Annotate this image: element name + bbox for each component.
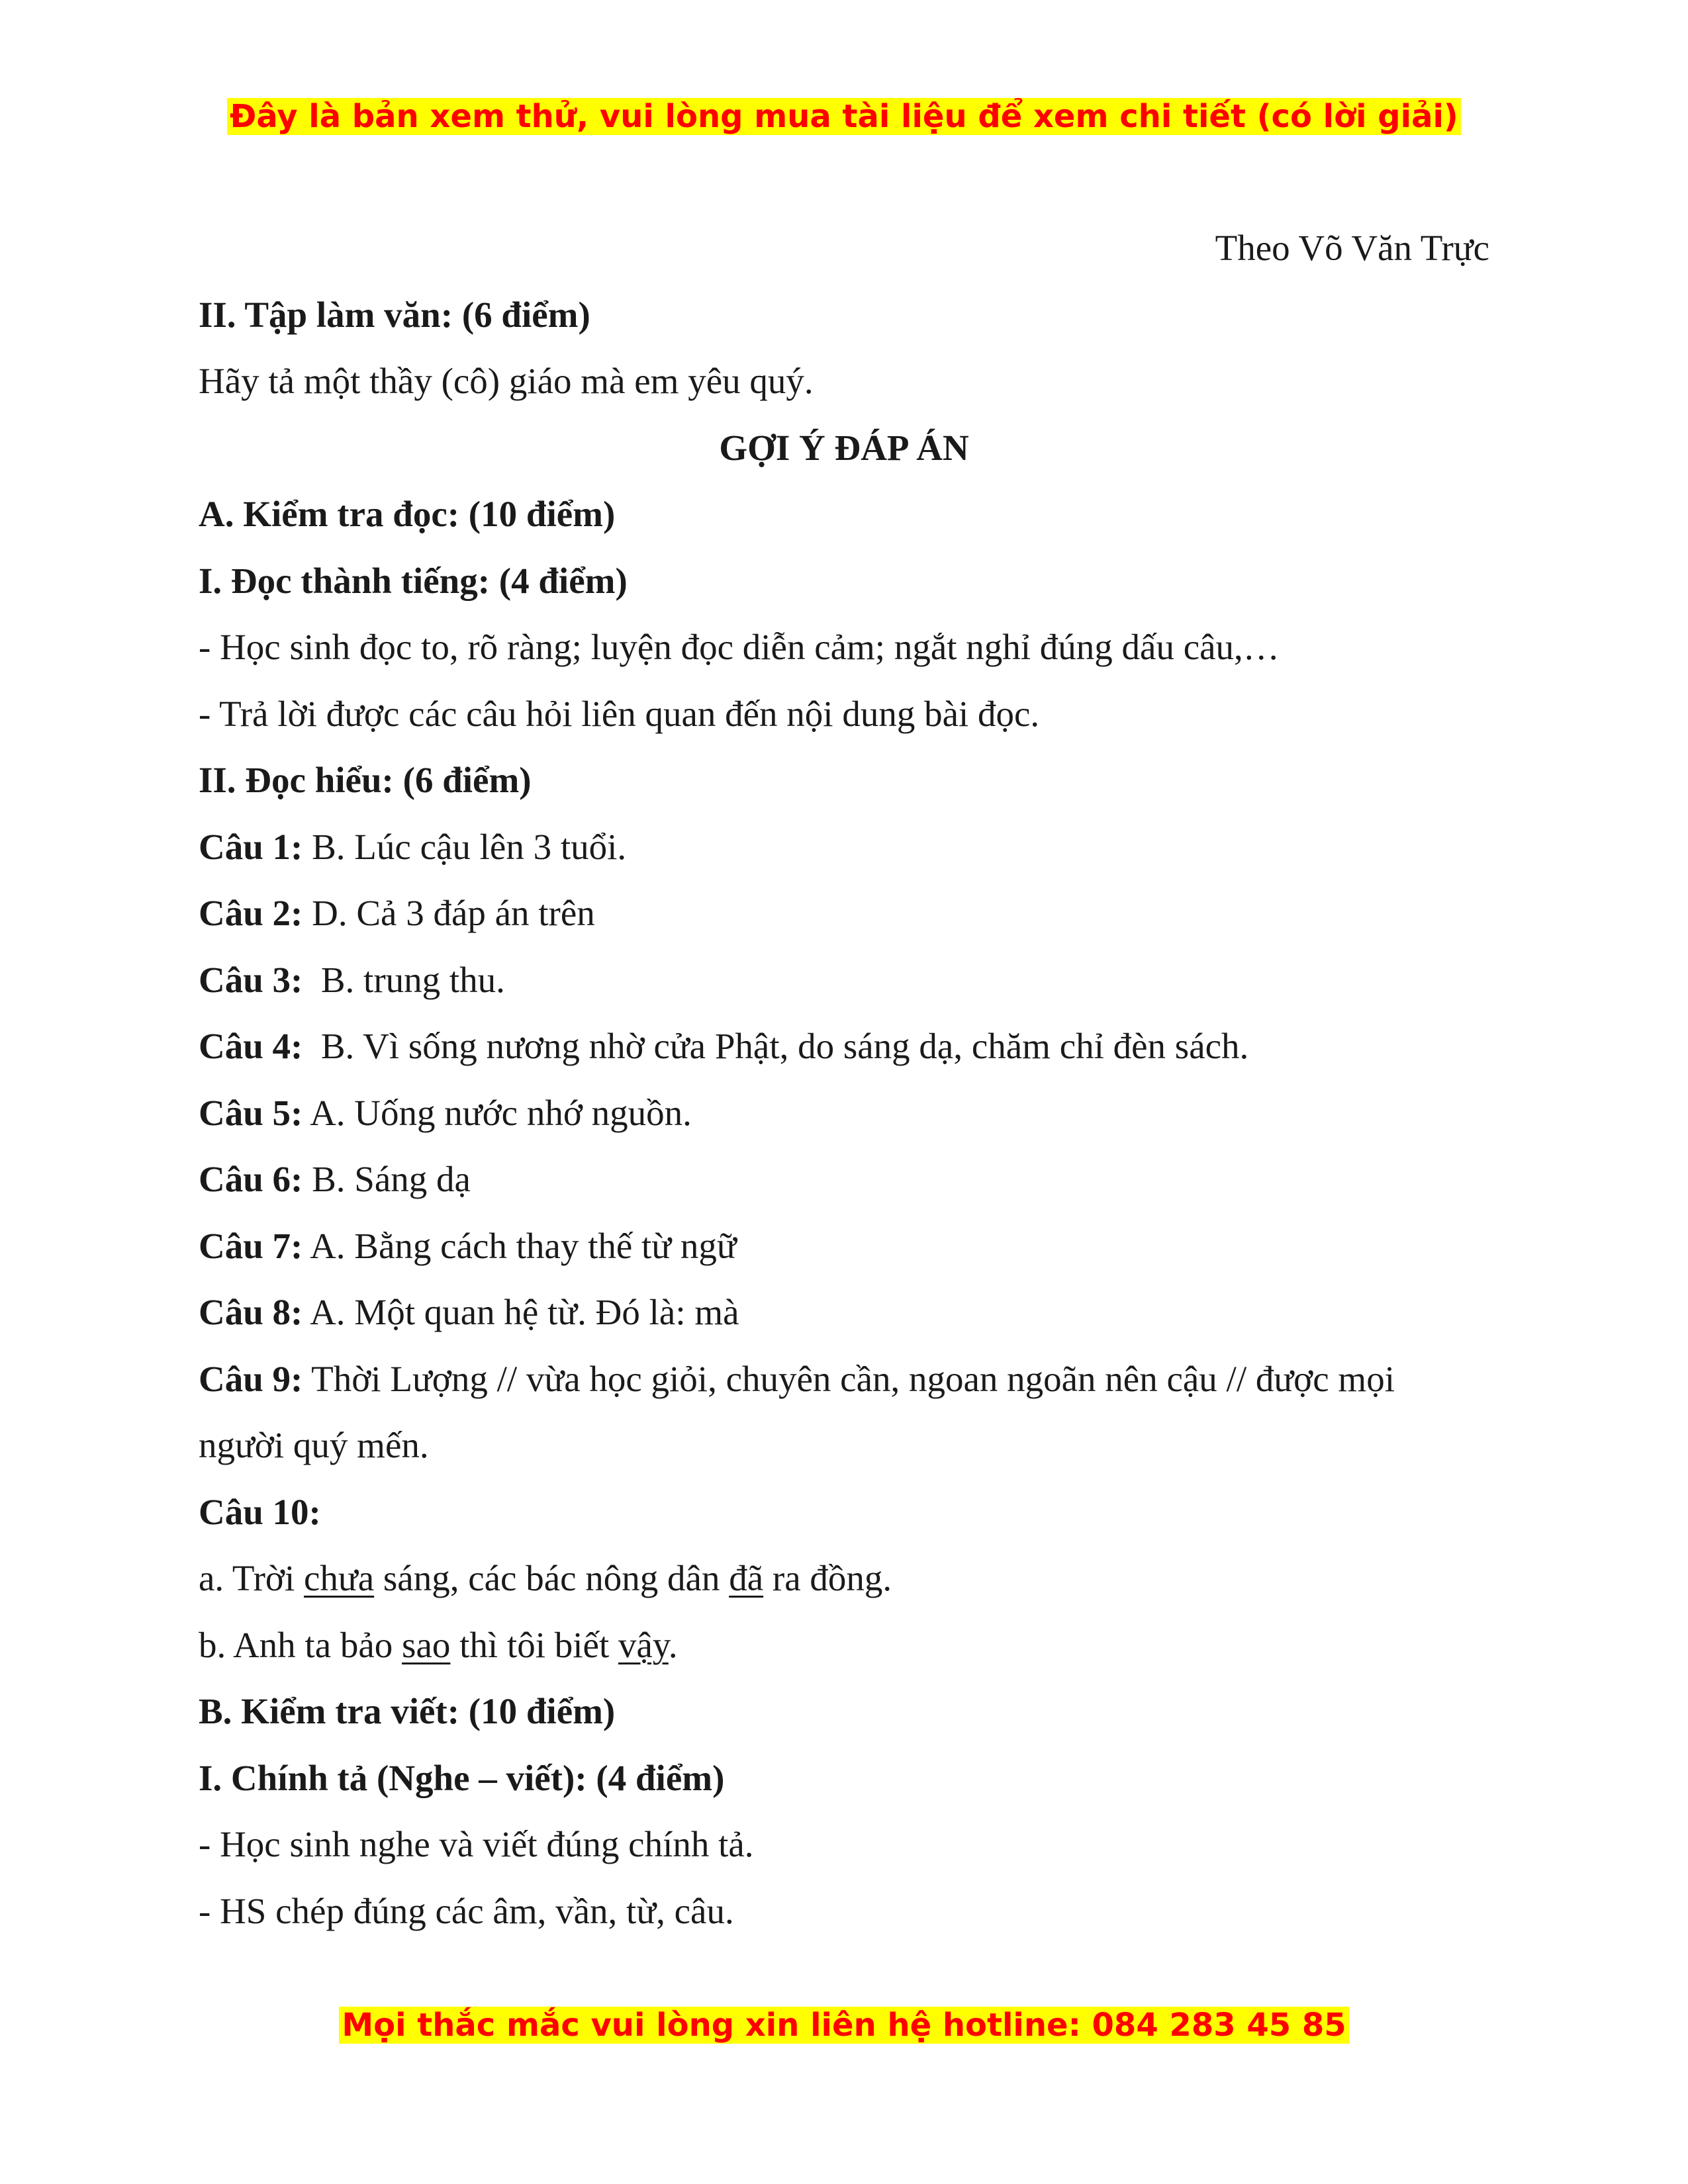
- answers-title: GỢI Ý ĐÁP ÁN: [719, 427, 969, 468]
- dictation-heading: I. Chính tả (Nghe – viết): (4 điểm): [199, 1757, 725, 1798]
- question-label: Câu 1:: [199, 826, 303, 867]
- question-answer: B. Vì sống nương nhờ cửa Phật, do sáng dạ, chăm chỉ đèn sách.: [303, 1026, 1249, 1066]
- question-label: Câu 4:: [199, 1026, 303, 1066]
- question-answer: B. Lúc cậu lên 3 tuổi.: [303, 826, 627, 867]
- section-b-heading: B. Kiểm tra viết: (10 điểm): [199, 1691, 616, 1731]
- question-label: Câu 3:: [199, 959, 303, 1000]
- question-answer: Thời Lượng // vừa học giỏi, chuyên cần, ngoan ngoãn nên cậu // được mọi: [303, 1358, 1395, 1399]
- question-answer: A. Một quan hệ từ. Đó là: mà: [303, 1292, 739, 1332]
- preview-banner-text: Đây là bản xem thử, vui lòng mua tài liệu để xem chi tiết (có lời giải): [227, 98, 1461, 135]
- question-label: Câu 7:: [199, 1225, 303, 1266]
- dictation-item: - HS chép đúng các âm, vần, từ, câu.: [199, 1890, 734, 1931]
- answer-q5: [199, 1080, 1489, 1147]
- question-answer: B. Sáng dạ: [303, 1159, 471, 1199]
- dictation-item: - Học sinh nghe và viết đúng chính tả.: [199, 1824, 754, 1864]
- question-label: Câu 9:: [199, 1358, 303, 1399]
- sentence-part: a. Trời: [199, 1558, 305, 1598]
- reading-aloud-heading: I. Đọc thành tiếng: (4 điểm): [199, 560, 628, 601]
- question-answer: D. Cả 3 đáp án trên: [303, 893, 595, 933]
- question-answer: B. trung thu.: [303, 959, 505, 1000]
- comprehension-heading: II. Đọc hiểu: (6 điểm): [199, 760, 532, 800]
- answer-q6: [199, 1146, 1489, 1213]
- question-answer: A. Uống nước nhớ nguồn.: [303, 1092, 692, 1133]
- underlined-word: sao: [402, 1624, 451, 1665]
- sentence-part: thì tôi biết: [450, 1624, 618, 1665]
- section-a-heading: A. Kiểm tra đọc: (10 điểm): [199, 494, 616, 534]
- essay-prompt: Hãy tả một thầy (cô) giáo mà em yêu quý.: [199, 361, 814, 401]
- preview-banner: [0, 97, 1688, 136]
- question-label: Câu 2:: [199, 893, 303, 933]
- document-body: [199, 215, 1489, 1944]
- question-answer: A. Bằng cách thay thế từ ngữ: [303, 1225, 737, 1266]
- answer-q10b: [199, 1612, 1489, 1679]
- answer-q4: [199, 1013, 1489, 1080]
- question-label: Câu 5:: [199, 1092, 303, 1133]
- part2-heading: II. Tập làm văn: (6 điểm): [199, 294, 590, 335]
- reading-aloud-item: - Học sinh đọc to, rõ ràng; luyện đọc diễn cảm; ngắt nghỉ đúng dấu câu,…: [199, 627, 1280, 667]
- answer-q1: [199, 814, 1489, 881]
- underlined-word: vậy: [618, 1624, 669, 1665]
- reading-aloud-item: - Trả lời được các câu hỏi liên quan đến nội dung bài đọc.: [199, 693, 1040, 734]
- underlined-word: chưa: [304, 1558, 375, 1598]
- answer-q3: [199, 947, 1489, 1014]
- answer-q2: [199, 880, 1489, 947]
- answer-q9: [199, 1346, 1489, 1413]
- answer-q9-continuation: người quý mến.: [199, 1425, 429, 1465]
- sentence-part: sáng, các bác nông dân: [374, 1558, 729, 1598]
- hotline-banner-text: Mọi thắc mắc vui lòng xin liên hệ hotline: 084 283 45 85: [339, 2007, 1348, 2044]
- answer-q8: [199, 1279, 1489, 1346]
- source-attribution: Theo Võ Văn Trực: [1215, 228, 1489, 268]
- underlined-word: đã: [729, 1558, 764, 1598]
- question-label: Câu 6:: [199, 1159, 303, 1199]
- answer-q10-label: Câu 10:: [199, 1491, 321, 1532]
- answer-q7: [199, 1213, 1489, 1280]
- sentence-part: b. Anh ta bảo: [199, 1624, 402, 1665]
- sentence-part: ra đồng.: [763, 1558, 892, 1598]
- question-label: Câu 8:: [199, 1292, 303, 1332]
- answer-q10a: [199, 1545, 1489, 1612]
- sentence-part: .: [668, 1624, 678, 1665]
- hotline-banner: [0, 2005, 1688, 2045]
